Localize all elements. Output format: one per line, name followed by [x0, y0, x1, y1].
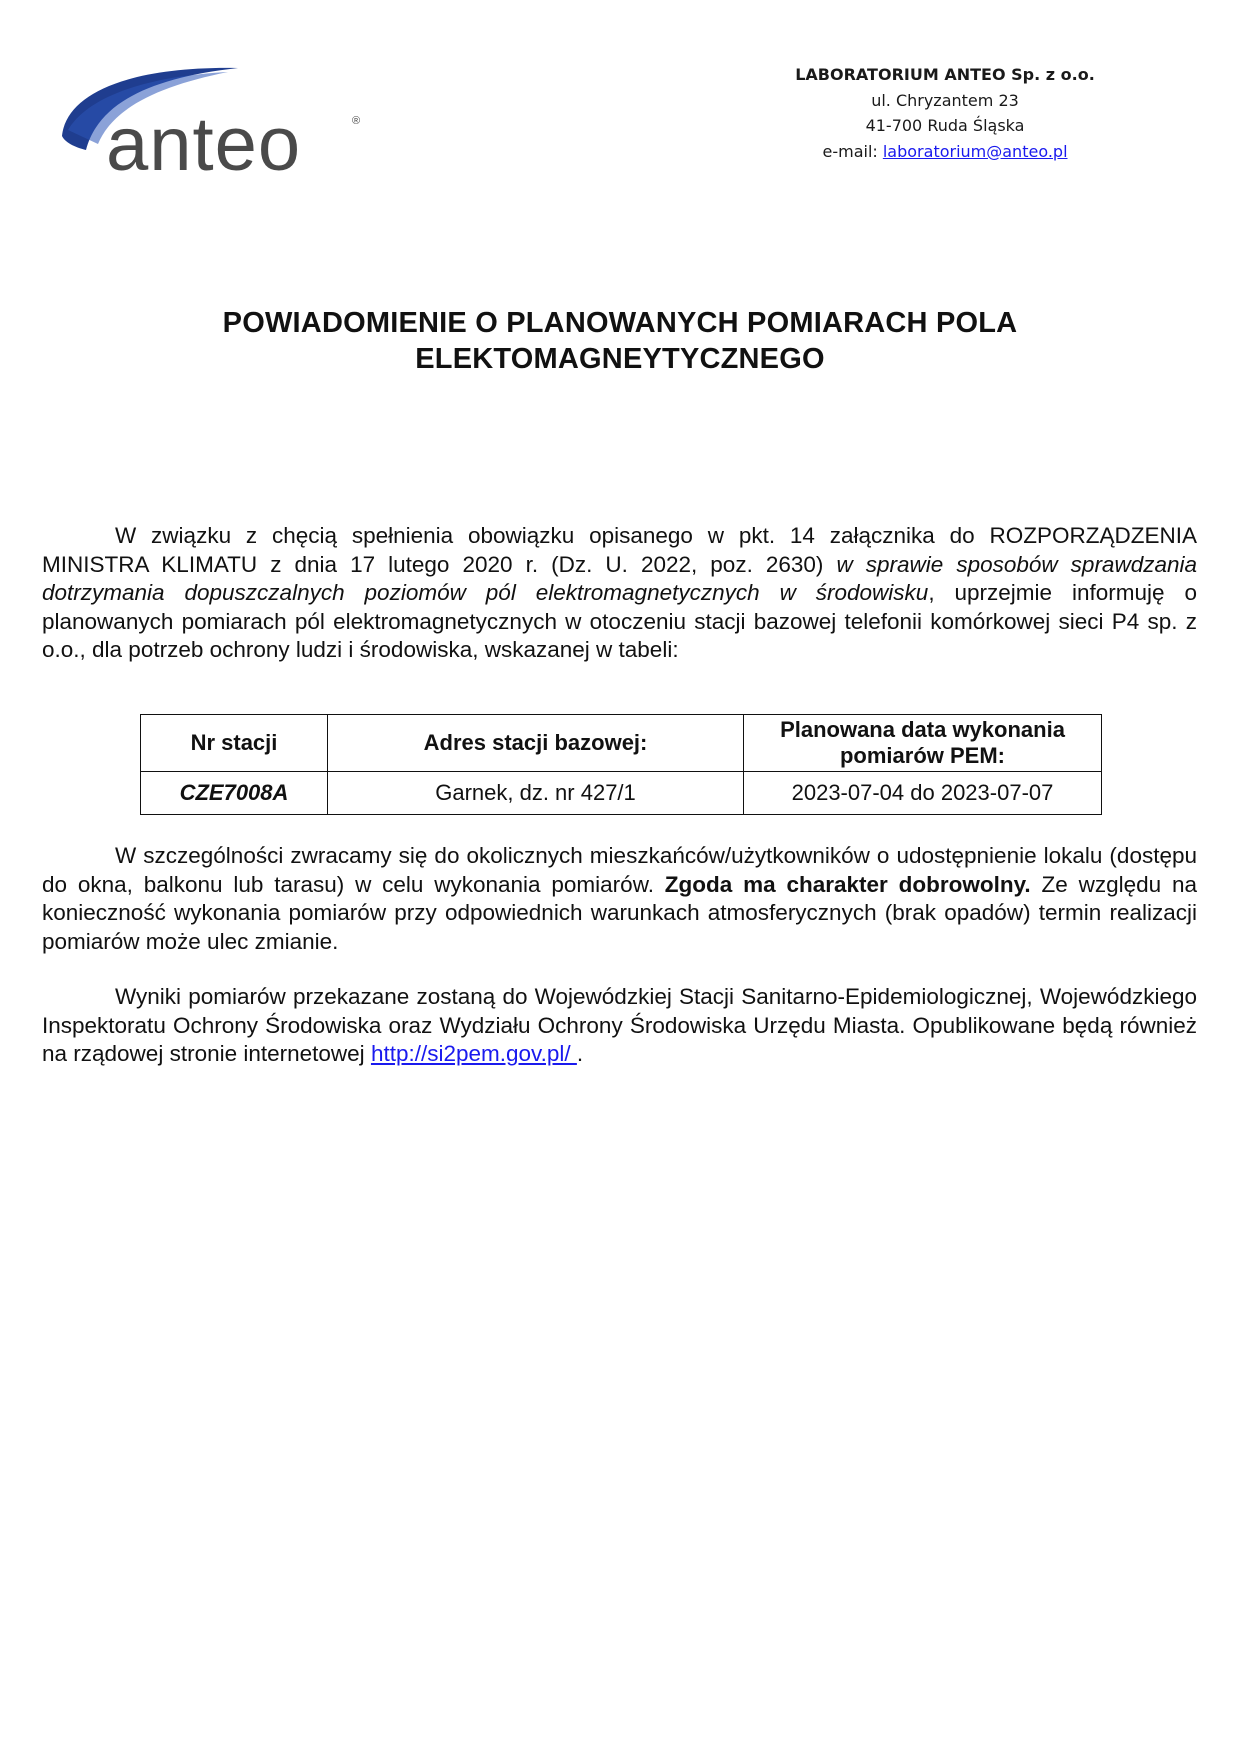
results-paragraph	[42, 983, 1197, 1069]
results-end: .	[576, 1041, 584, 1066]
email-link[interactable]: laboratorium@anteo.pl	[882, 141, 1068, 161]
header-station-address: Adres stacji bazowej:	[328, 715, 744, 772]
cell-planned-date: 2023-07-04 do 2023-07-07	[744, 772, 1102, 815]
document-title	[100, 305, 1140, 377]
consent-paragraph	[42, 842, 1197, 956]
consent-text-1: W szczególności zwracamy się do okolicznych mieszkańców/użytkowników o udostępnienie lokalu (dostępu do okna, balkonu lub tarasu) w celu wykonania pomiarów.	[42, 843, 1197, 897]
header-station-number: Nr stacji	[141, 715, 328, 772]
si2pem-link[interactable]: http://si2pem.gov.pl/	[370, 1041, 577, 1066]
company-city: 41-700 Ruda Śląska	[865, 116, 1025, 135]
logo-wordmark: anteo	[106, 102, 302, 184]
intro-paragraph	[42, 522, 1197, 665]
anteo-logo-graphic	[58, 64, 378, 184]
header-planned-date: Planowana data wykonania pomiarów PEM:	[744, 715, 1102, 772]
results-text: Wyniki pomiarów przekazane zostaną do Wojewódzkiej Stacji Sanitarno-Epidemiologicznej, Wojewódzkiego Inspektoratu Ochrony Środowiska oraz Wydziału Ochrony Środowiska Urzędu Miasta. Opublikowane będą również na rządowej stronie internetowej	[42, 984, 1197, 1066]
table-row	[141, 772, 1102, 815]
company-email-line	[760, 139, 1130, 165]
company-name: LABORATORIUM ANTEO Sp. z o.o.	[795, 65, 1095, 84]
consent-text-2: Ze względu na konieczność wykonania pomiarów przy odpowiednich warunkach atmosferycznych (brak opadów) termin realizacji pomiarów może ulec zmianie.	[42, 871, 1197, 954]
email-label: e-mail:	[822, 141, 883, 161]
intro-italic-text: w sprawie sposobów sprawdzania dotrzymania dopuszczalnych poziomów pól elektromagnetycznych w środowisku	[42, 551, 1197, 605]
company-street: ul. Chryzantem 23	[871, 90, 1019, 110]
registered-mark: ®	[352, 115, 361, 127]
intro-text-1: W związku z chęcią spełnienia obowiązku opisanego w pkt. 14 załącznika do ROZPORZĄDZENIA MINISTRA KLIMATU z dnia 17 lutego 2020 r. (Dz. U. 2022, poz. 2630)	[42, 523, 1197, 577]
cell-station-number: CZE7008A	[141, 772, 328, 815]
anteo-logo	[58, 64, 378, 184]
company-address-block	[760, 62, 1130, 164]
stations-table	[140, 714, 1102, 815]
title-line-2: ELEKTOMAGNEYTYCZNEGO	[415, 343, 825, 375]
table-header-row	[141, 715, 1102, 772]
consent-bold-text: Zgoda ma charakter dobrowolny.	[664, 871, 1031, 897]
title-line-1: POWIADOMIENIE O PLANOWANYCH POMIARACH POLA	[222, 307, 1018, 339]
cell-station-address: Garnek, dz. nr 427/1	[328, 772, 744, 815]
intro-text-2: , uprzejmie informuję o planowanych pomiarach pól elektromagnetycznych w otoczeniu stacji bazowej telefonii komórkowej sieci P4 sp. z o.o., dla potrzeb ochrony ludzi i środowiska, wskazanej w tabeli:	[42, 580, 1197, 662]
